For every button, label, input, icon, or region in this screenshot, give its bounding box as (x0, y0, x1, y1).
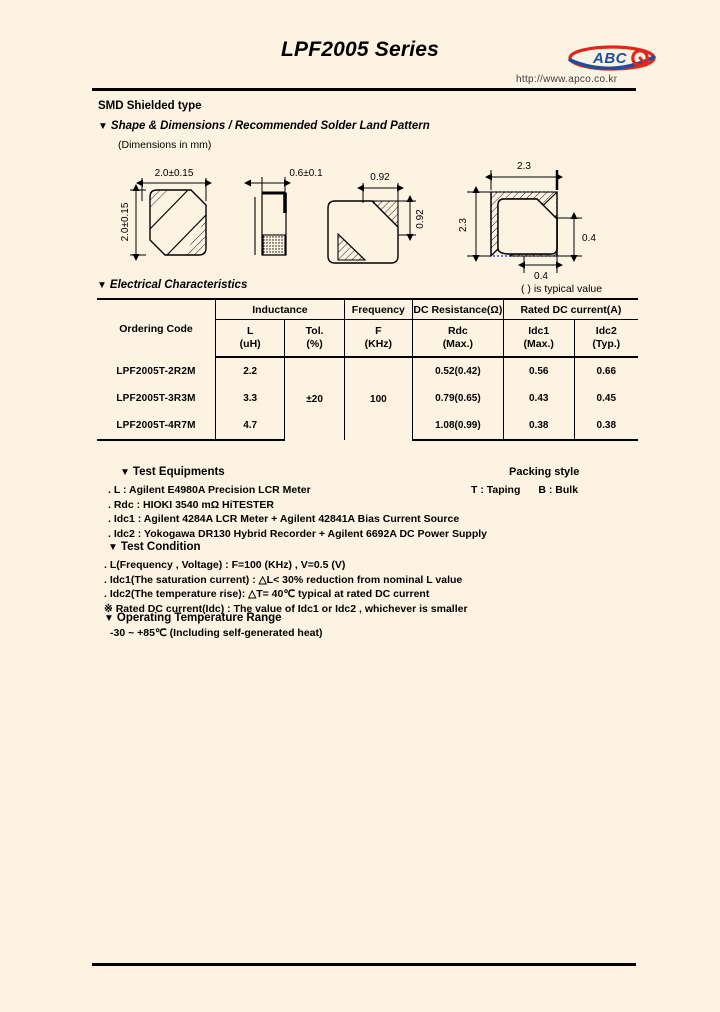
shape-dimensions-heading (98, 120, 430, 132)
svg-text:2.3: 2.3 (517, 161, 531, 172)
dimensions-unit-note: (Dimensions in mm) (118, 139, 212, 151)
footer-divider (92, 963, 636, 966)
cell-code-1: LPF2005T-3R3M (97, 385, 216, 412)
th-rdc-unit: (Max.) (442, 338, 474, 350)
electrical-characteristics-label: Electrical Characteristics (109, 279, 248, 291)
test-equipment-line: . Idc1 : Agilent 4284A LCR Meter + Agilent 42841A Bias Current Source (108, 513, 460, 525)
test-condition-heading (108, 541, 201, 553)
cell-l-0: 2.2 (216, 357, 285, 385)
cell-l-1: 3.3 (216, 385, 285, 412)
cell-code-2: LPF2005T-4R7M (97, 412, 216, 440)
cell-tolerance: ±20 (285, 357, 345, 440)
test-condition-line: . L(Frequency , Voltage) : F=100 (KHz) , V=0.5 (V) (104, 559, 346, 571)
th-f-name: F (375, 325, 382, 337)
th-dc-resistance: DC Resistance(Ω) (412, 299, 503, 320)
cell-idc1-2: 0.38 (503, 412, 574, 440)
drawings-panel (110, 155, 640, 280)
th-idc1-name: Idc1 (528, 325, 550, 337)
svg-text:2.0±0.15: 2.0±0.15 (154, 168, 194, 179)
shape-dimensions-heading-label: Shape & Dimensions / Recommended Solder Land Pattern (110, 120, 430, 132)
smd-type-label: SMD Shielded type (98, 100, 202, 112)
triangle-bullet-icon-4: ▼ (108, 542, 118, 553)
electrical-characteristics-heading (97, 279, 247, 291)
drawing-top-view (120, 168, 206, 255)
svg-text:ABC: ABC (593, 50, 627, 67)
operating-temperature-label: Operating Temperature Range (116, 612, 282, 624)
test-condition-line: . Idc1(The saturation current) : △L< 30% reduction from nominal L value (104, 573, 463, 586)
th-idc1 (503, 320, 574, 358)
cell-rdc-0: 0.52(0.42) (412, 357, 503, 385)
th-tol-unit: (%) (306, 338, 323, 350)
packing-style-heading: Packing style (509, 466, 580, 478)
triangle-bullet-icon-2: ▼ (97, 280, 107, 291)
drawing-electrode-view (328, 172, 426, 263)
cell-idc2-2: 0.38 (574, 412, 638, 440)
drawing-side-view (250, 168, 323, 255)
th-idc1-unit: (Max.) (523, 338, 554, 350)
th-ordering-code: Ordering Code (97, 299, 216, 357)
th-l-unit: (uH) (239, 338, 261, 350)
svg-text:0.4: 0.4 (534, 271, 548, 280)
drawing-land-pattern (458, 161, 596, 280)
page-title: LPF2005 Series (280, 38, 440, 61)
th-f (344, 320, 412, 358)
cell-l-2: 4.7 (216, 412, 285, 440)
triangle-bullet-icon-3: ▼ (120, 467, 130, 478)
th-rdc-name: Rdc (447, 325, 468, 337)
th-tol (285, 320, 345, 358)
cell-code-0: LPF2005T-2R2M (97, 357, 216, 385)
cell-idc2-0: 0.66 (574, 357, 638, 385)
test-equipments-heading (120, 466, 225, 478)
triangle-bullet-icon-5: ▼ (104, 613, 114, 624)
test-condition-line: . Idc2(The temperature rise): △T= 40℃ typical at rated DC current (104, 588, 430, 600)
table-header-group-row (97, 299, 638, 320)
th-tol-name: Tol. (305, 325, 324, 337)
operating-temperature-value: -30 ~ +85℃ (Including self-generated heat) (110, 627, 323, 639)
electrical-characteristics-table (97, 298, 638, 441)
svg-text:0.4: 0.4 (582, 233, 596, 244)
packing-bulk: B : Bulk (538, 484, 579, 496)
typical-value-note: ( ) is typical value (521, 283, 603, 295)
test-condition-line: ※ Rated DC current(Idc) : The value of Idc1 or Idc2 , whichever is smaller (104, 602, 468, 615)
th-l-name: L (246, 325, 254, 337)
th-l (216, 320, 285, 358)
svg-text:2.3: 2.3 (458, 218, 469, 232)
test-condition-label: Test Condition (120, 541, 201, 553)
cell-rdc-2: 1.08(0.99) (412, 412, 503, 440)
th-idc2-unit: (Typ.) (592, 338, 621, 350)
th-idc2 (574, 320, 638, 358)
website-url: http://www.apco.co.kr (516, 74, 618, 85)
svg-text:2.0±0.15: 2.0±0.15 (120, 202, 131, 242)
test-equipments-list (108, 483, 487, 541)
svg-text:0.6±0.1: 0.6±0.1 (289, 168, 323, 179)
test-equipment-line: . Rdc : HIOKI 3540 mΩ HiTESTER (108, 498, 274, 511)
packing-taping: T : Taping (471, 484, 521, 496)
th-rdc (412, 320, 503, 358)
th-f-unit: (KHz) (364, 338, 393, 350)
cell-idc1-0: 0.56 (503, 357, 574, 385)
drawings-svg (110, 155, 640, 280)
logo-graphic (566, 44, 658, 74)
test-equipment-line: . Idc2 : Yokogawa DR130 Hybrid Recorder + Agilent 6692A DC Power Supply (108, 527, 487, 540)
cell-frequency: 100 (344, 357, 412, 440)
abco-logo (566, 44, 658, 74)
th-inductance: Inductance (216, 299, 345, 320)
packing-style-options (471, 484, 578, 496)
triangle-bullet-icon: ▼ (98, 121, 108, 132)
cell-rdc-1: 0.79(0.65) (412, 385, 503, 412)
svg-text:0.92: 0.92 (370, 172, 390, 183)
header-divider (92, 88, 636, 91)
table-row (97, 357, 638, 385)
cell-idc1-1: 0.43 (503, 385, 574, 412)
operating-temperature-heading (104, 612, 282, 624)
th-frequency: Frequency (344, 299, 412, 320)
th-idc2-name: Idc2 (595, 325, 617, 337)
test-equipment-line: . L : Agilent E4980A Precision LCR Meter (108, 484, 311, 496)
test-condition-list (104, 558, 468, 616)
test-equipments-label: Test Equipments (132, 466, 225, 478)
th-rated-dc-current: Rated DC current(A) (503, 299, 638, 320)
cell-idc2-1: 0.45 (574, 385, 638, 412)
svg-text:0.92: 0.92 (415, 209, 426, 229)
